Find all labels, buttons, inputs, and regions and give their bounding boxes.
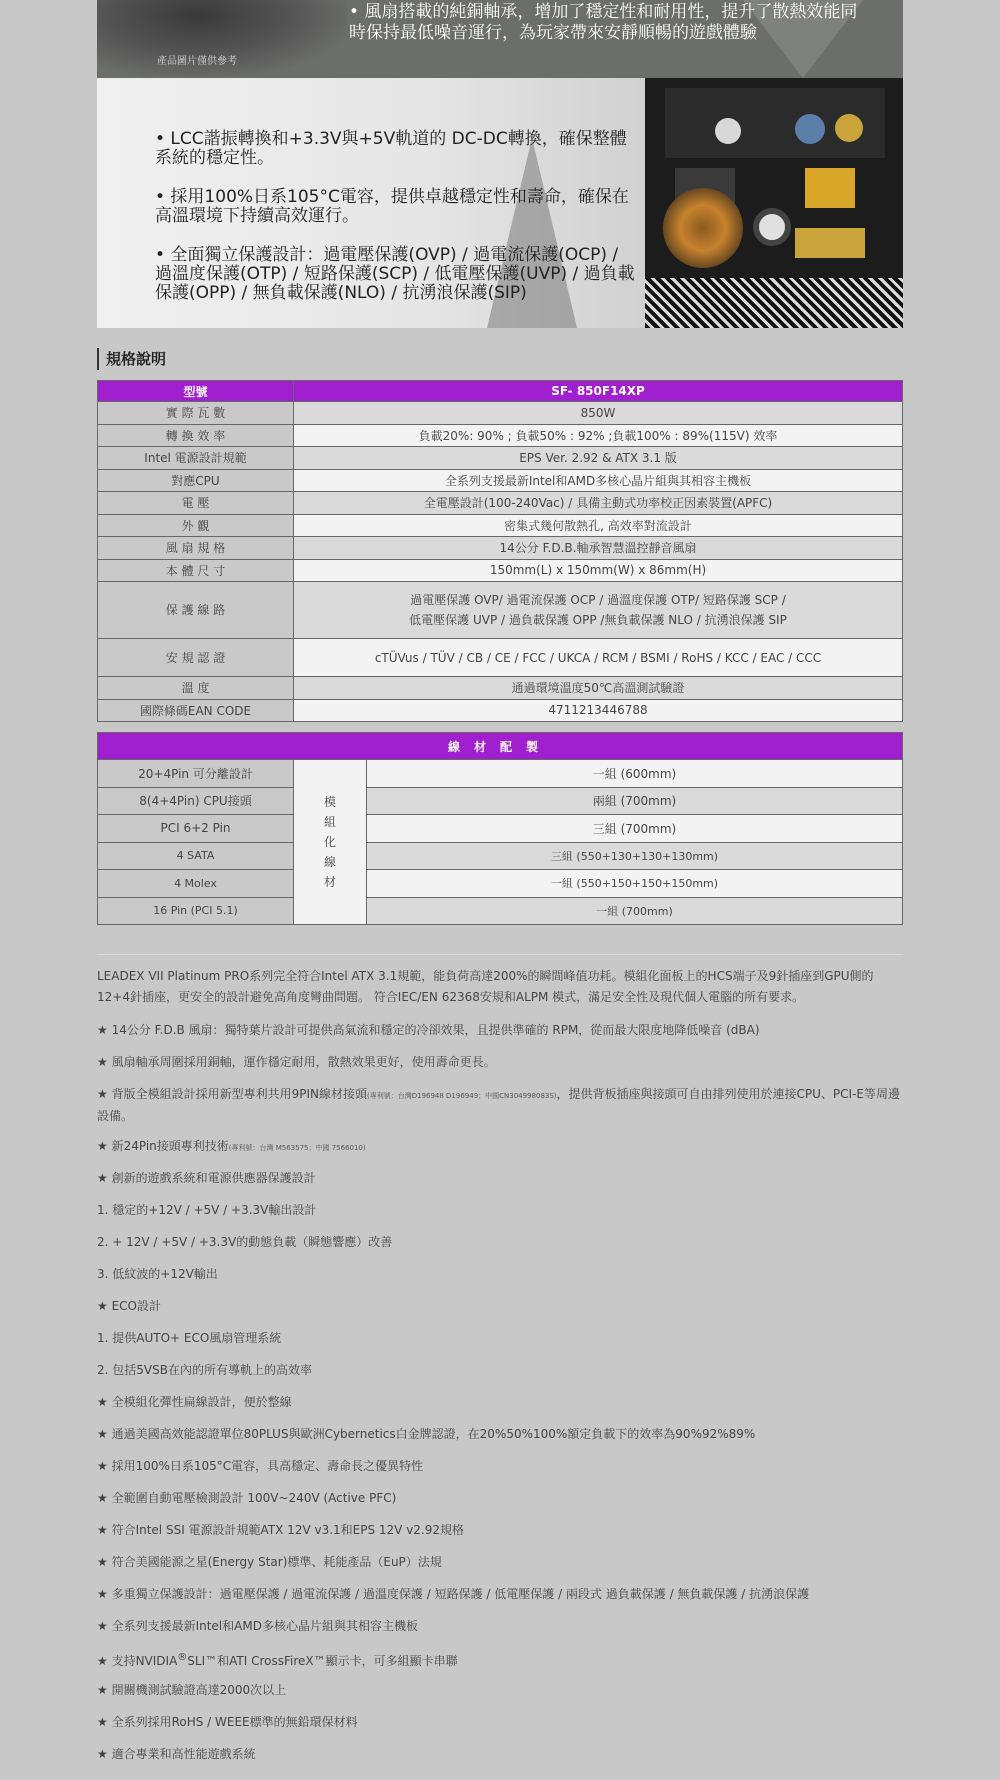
section-title: 規格說明 <box>97 348 166 370</box>
feature-list <box>97 1018 903 1774</box>
spec-key: 電 壓 <box>98 492 294 515</box>
spec-table <box>97 380 903 722</box>
cable-value: 一組 (600mm) <box>367 760 903 788</box>
spec-value: 全電壓設計(100-240Vac) / 具備主動式功率校正因素裝置(APFC) <box>294 492 903 515</box>
spec-value: 密集式幾何散熱孔, 高效率對流設計 <box>294 514 903 537</box>
spec-value: 通過環境溫度50℃高溫測試驗證 <box>294 677 903 700</box>
cable-key: 20+4Pin 可分離設計 <box>98 760 294 788</box>
list-item: ★ 開關機測試驗證高達2000次以上 <box>97 1683 287 1697</box>
table-row <box>98 582 903 639</box>
list-item: ★ 通過美國高效能認證單位80PLUS與歐洲Cybernetics白金牌認證，在20%50%100%額定負載下的效率為90%92%89% <box>97 1427 756 1441</box>
spec-value: 14公分 F.D.B.軸承智慧溫控靜音風扇 <box>294 537 903 560</box>
cable-key: 4 Molex <box>98 870 294 898</box>
list-item: ★ 全系列採用RoHS / WEEE標準的無鉛環保材料 <box>97 1715 358 1729</box>
modular-char: 線 <box>323 855 336 869</box>
list-item: 1. 穩定的+12V / +5V / +3.3V輸出設計 <box>97 1203 317 1217</box>
table-row <box>98 514 903 537</box>
table-row <box>98 537 903 560</box>
spec-key: 本 體 尺 寸 <box>98 559 294 582</box>
cable-key: 4 SATA <box>98 842 294 870</box>
spec-value: 負載20%: 90% ; 負載50% : 92% ;負載100% : 89%(115V) 效率 <box>294 424 903 447</box>
spec-key: 安 規 認 證 <box>98 639 294 677</box>
feature-text: SLI™和ATI CrossFireX™顯示卡，可多組顯卡串聯 <box>187 1654 458 1668</box>
spec-head-row <box>98 381 903 402</box>
point-protection: • 全面獨立保護設計：過電壓保護(OVP) / 過電流保護(OCP) / 過溫度保護(OTP) / 短路保護(SCP) / 低電壓保護(UVP) / 過負載保護(OPP) / 無負載保護(NLO) / 抗湧浪保護(SIP) <box>155 245 635 303</box>
table-row <box>98 842 903 870</box>
list-item: ★ 採用100%日系105°C電容，具高穩定、壽命長之優異特性 <box>97 1459 424 1473</box>
feature-text: ★ 背版全模組設計採用新型專利共用9PIN線材接頭 <box>97 1087 367 1101</box>
table-row <box>98 469 903 492</box>
pcb-banner <box>97 78 903 328</box>
list-item <box>97 1134 903 1166</box>
table-row <box>98 402 903 425</box>
spec-key: 保 護 線 路 <box>98 582 294 639</box>
list-item: ★ 創新的遊戲系統和電源供應器保護設計 <box>97 1171 316 1185</box>
spec-value: cTÜVus / TÜV / CB / CE / FCC / UKCA / RCM / BSMI / RoHS / KCC / EAC / CCC <box>294 639 903 677</box>
spec-head-key: 型號 <box>98 381 294 402</box>
image-caption: 產品圖片僅供參考 <box>157 56 237 67</box>
spec-key: 溫 度 <box>98 677 294 700</box>
list-item: ★ 全系列支援最新Intel和AMD多核心晶片組與其相容主機板 <box>97 1619 418 1633</box>
table-row <box>98 787 903 815</box>
table-row <box>98 760 903 788</box>
cable-head: 線材配製 <box>98 733 903 760</box>
spec-key: Intel 電源設計規範 <box>98 447 294 470</box>
list-item: ★ 風扇軸承周圍採用銅軸，運作穩定耐用，散熱效果更好，使用壽命更長。 <box>97 1055 496 1069</box>
product-description: LEADEX VII Platinum PRO系列完全符合Intel ATX 3.1規範，能負荷高達200%的瞬間峰值功耗。模組化面板上的HCS端子及9針插座到GPU側的12+4針插座，更安全的設計避免高角度彎曲問題。 符合IEC/EN 62368安規和ALPM 模式，滿足安全性及現代個人電腦的所有要求。 <box>97 969 874 1004</box>
table-row <box>98 897 903 925</box>
spec-value: 150mm(L) x 150mm(W) x 86mm(H) <box>294 559 903 582</box>
fan-bullet: • 風扇搭載的純銅軸承，增加了穩定性和耐用性，提升了散熱效能同時保持最低噪音運行，為玩家帶來安靜順暢的遊戲體驗 <box>349 2 858 43</box>
modular-char: 材 <box>323 875 336 889</box>
point-lcc: • LCC諧振轉換和+3.3V與+5V軌道的 DC-DC轉換，確保整體系統的穩定性。 <box>155 129 627 168</box>
spec-key: 外 觀 <box>98 514 294 537</box>
table-row <box>98 639 903 677</box>
cable-key: PCI 6+2 Pin <box>98 815 294 843</box>
feature-text: ，提供背板插座與接頭可自由排列使用於連接CPU、PCI-E等周邊設備。 <box>97 1087 900 1123</box>
list-item: ★ ECO設計 <box>97 1299 161 1313</box>
cable-key: 16 Pin (PCI 5.1) <box>98 897 294 925</box>
list-item: ★ 多重獨立保護設計：過電壓保護 / 過電流保護 / 過溫度保護 / 短路保護 / 低電壓保護 / 兩段式 過負載保護 / 無負載保護 / 抗湧浪保護 <box>97 1587 810 1601</box>
spec-value <box>294 582 903 639</box>
table-row <box>98 870 903 898</box>
table-row <box>98 559 903 582</box>
list-item: ★ 14公分 F.D.B 風扇：獨特葉片設計可提供高氣流和穩定的冷卻效果，且提供準確的 RPM，從而最大限度地降低噪音 (dBA) <box>97 1023 760 1037</box>
patent-note: (專利號：台灣 M563575；中國 7566010) <box>228 1144 366 1152</box>
spec-key: 對應CPU <box>98 469 294 492</box>
spec-value: 850W <box>294 402 903 425</box>
pcb-image <box>645 78 903 328</box>
table-row <box>98 677 903 700</box>
cable-value: 一組 (550+150+150+150mm) <box>367 870 903 898</box>
protect-line: 低電壓保護 UVP / 過負載保護 OPP /無負載保護 NLO / 抗湧浪保護 SIP <box>409 613 787 627</box>
table-row <box>98 815 903 843</box>
cable-value: 三組 (550+130+130+130mm) <box>367 842 903 870</box>
list-item: 2. + 12V / +5V / +3.3V的動態負載（瞬態響應）改善 <box>97 1235 393 1249</box>
list-item: 2. 包括5VSB在內的所有導軌上的高效率 <box>97 1363 312 1377</box>
list-item: ★ 符合美國能源之星(Energy Star)標準、耗能產品（EuP）法規 <box>97 1555 442 1569</box>
spec-value: 4711213446788 <box>294 699 903 722</box>
cable-value: 一組 (700mm) <box>367 897 903 925</box>
table-row <box>98 424 903 447</box>
list-item: ★ 適合專業和高性能遊戲系統 <box>97 1747 256 1761</box>
list-item: ★ 全範圍自動電壓檢測設計 100V~240V (Active PFC) <box>97 1491 397 1505</box>
modular-char: 化 <box>323 835 336 849</box>
table-row <box>98 492 903 515</box>
spec-value: 全系列支援最新Intel和AMD多核心晶片組與其相容主機板 <box>294 469 903 492</box>
patent-note: (專利號：台灣D196948 D196949；中國CN304998083S) <box>366 1092 557 1100</box>
spec-value: EPS Ver. 2.92 & ATX 3.1 版 <box>294 447 903 470</box>
cable-table <box>97 732 903 925</box>
divider <box>97 954 903 955</box>
protect-line: 過電壓保護 OVP/ 過電流保護 OCP / 過溫度保護 OTP/ 短路保護 SCP / <box>410 593 786 607</box>
modular-char: 組 <box>323 815 336 829</box>
spec-key: 風 扇 規 格 <box>98 537 294 560</box>
list-item: 3. 低紋波的+12V輸出 <box>97 1267 218 1281</box>
spec-key: 國際條碼EAN CODE <box>98 699 294 722</box>
spec-head-value: SF- 850F14XP <box>294 381 903 402</box>
table-row <box>98 447 903 470</box>
point-capacitor: • 採用100%日系105°C電容，提供卓越穩定性和壽命，確保在高溫環境下持續高效運行。 <box>155 187 629 226</box>
list-item: ★ 符合Intel SSI 電源設計規範ATX 12V v3.1和EPS 12V v2.92規格 <box>97 1523 465 1537</box>
feature-text: ★ 新24Pin接頭專利技術 <box>97 1139 229 1153</box>
cable-value: 兩組 (700mm) <box>367 787 903 815</box>
fan-banner <box>97 0 903 78</box>
cable-key: 8(4+4Pin) CPU接頭 <box>98 787 294 815</box>
list-item <box>97 1646 903 1678</box>
registered-mark: ® <box>177 1652 188 1663</box>
feature-points <box>155 130 635 323</box>
list-item: ★ 全模組化彈性扁線設計，便於整線 <box>97 1395 292 1409</box>
list-item: 1. 提供AUTO+ ECO風扇管理系統 <box>97 1331 282 1345</box>
list-item <box>97 1082 903 1134</box>
spec-key: 實 際 瓦 數 <box>98 402 294 425</box>
spec-key: 轉 換 效 率 <box>98 424 294 447</box>
feature-text: ★ 支持NVIDIA <box>97 1654 178 1668</box>
table-row <box>98 699 903 722</box>
modular-cable-label <box>294 760 367 925</box>
cable-value: 三組 (700mm) <box>367 815 903 843</box>
modular-char: 模 <box>323 795 336 809</box>
cable-head-row <box>98 733 903 760</box>
